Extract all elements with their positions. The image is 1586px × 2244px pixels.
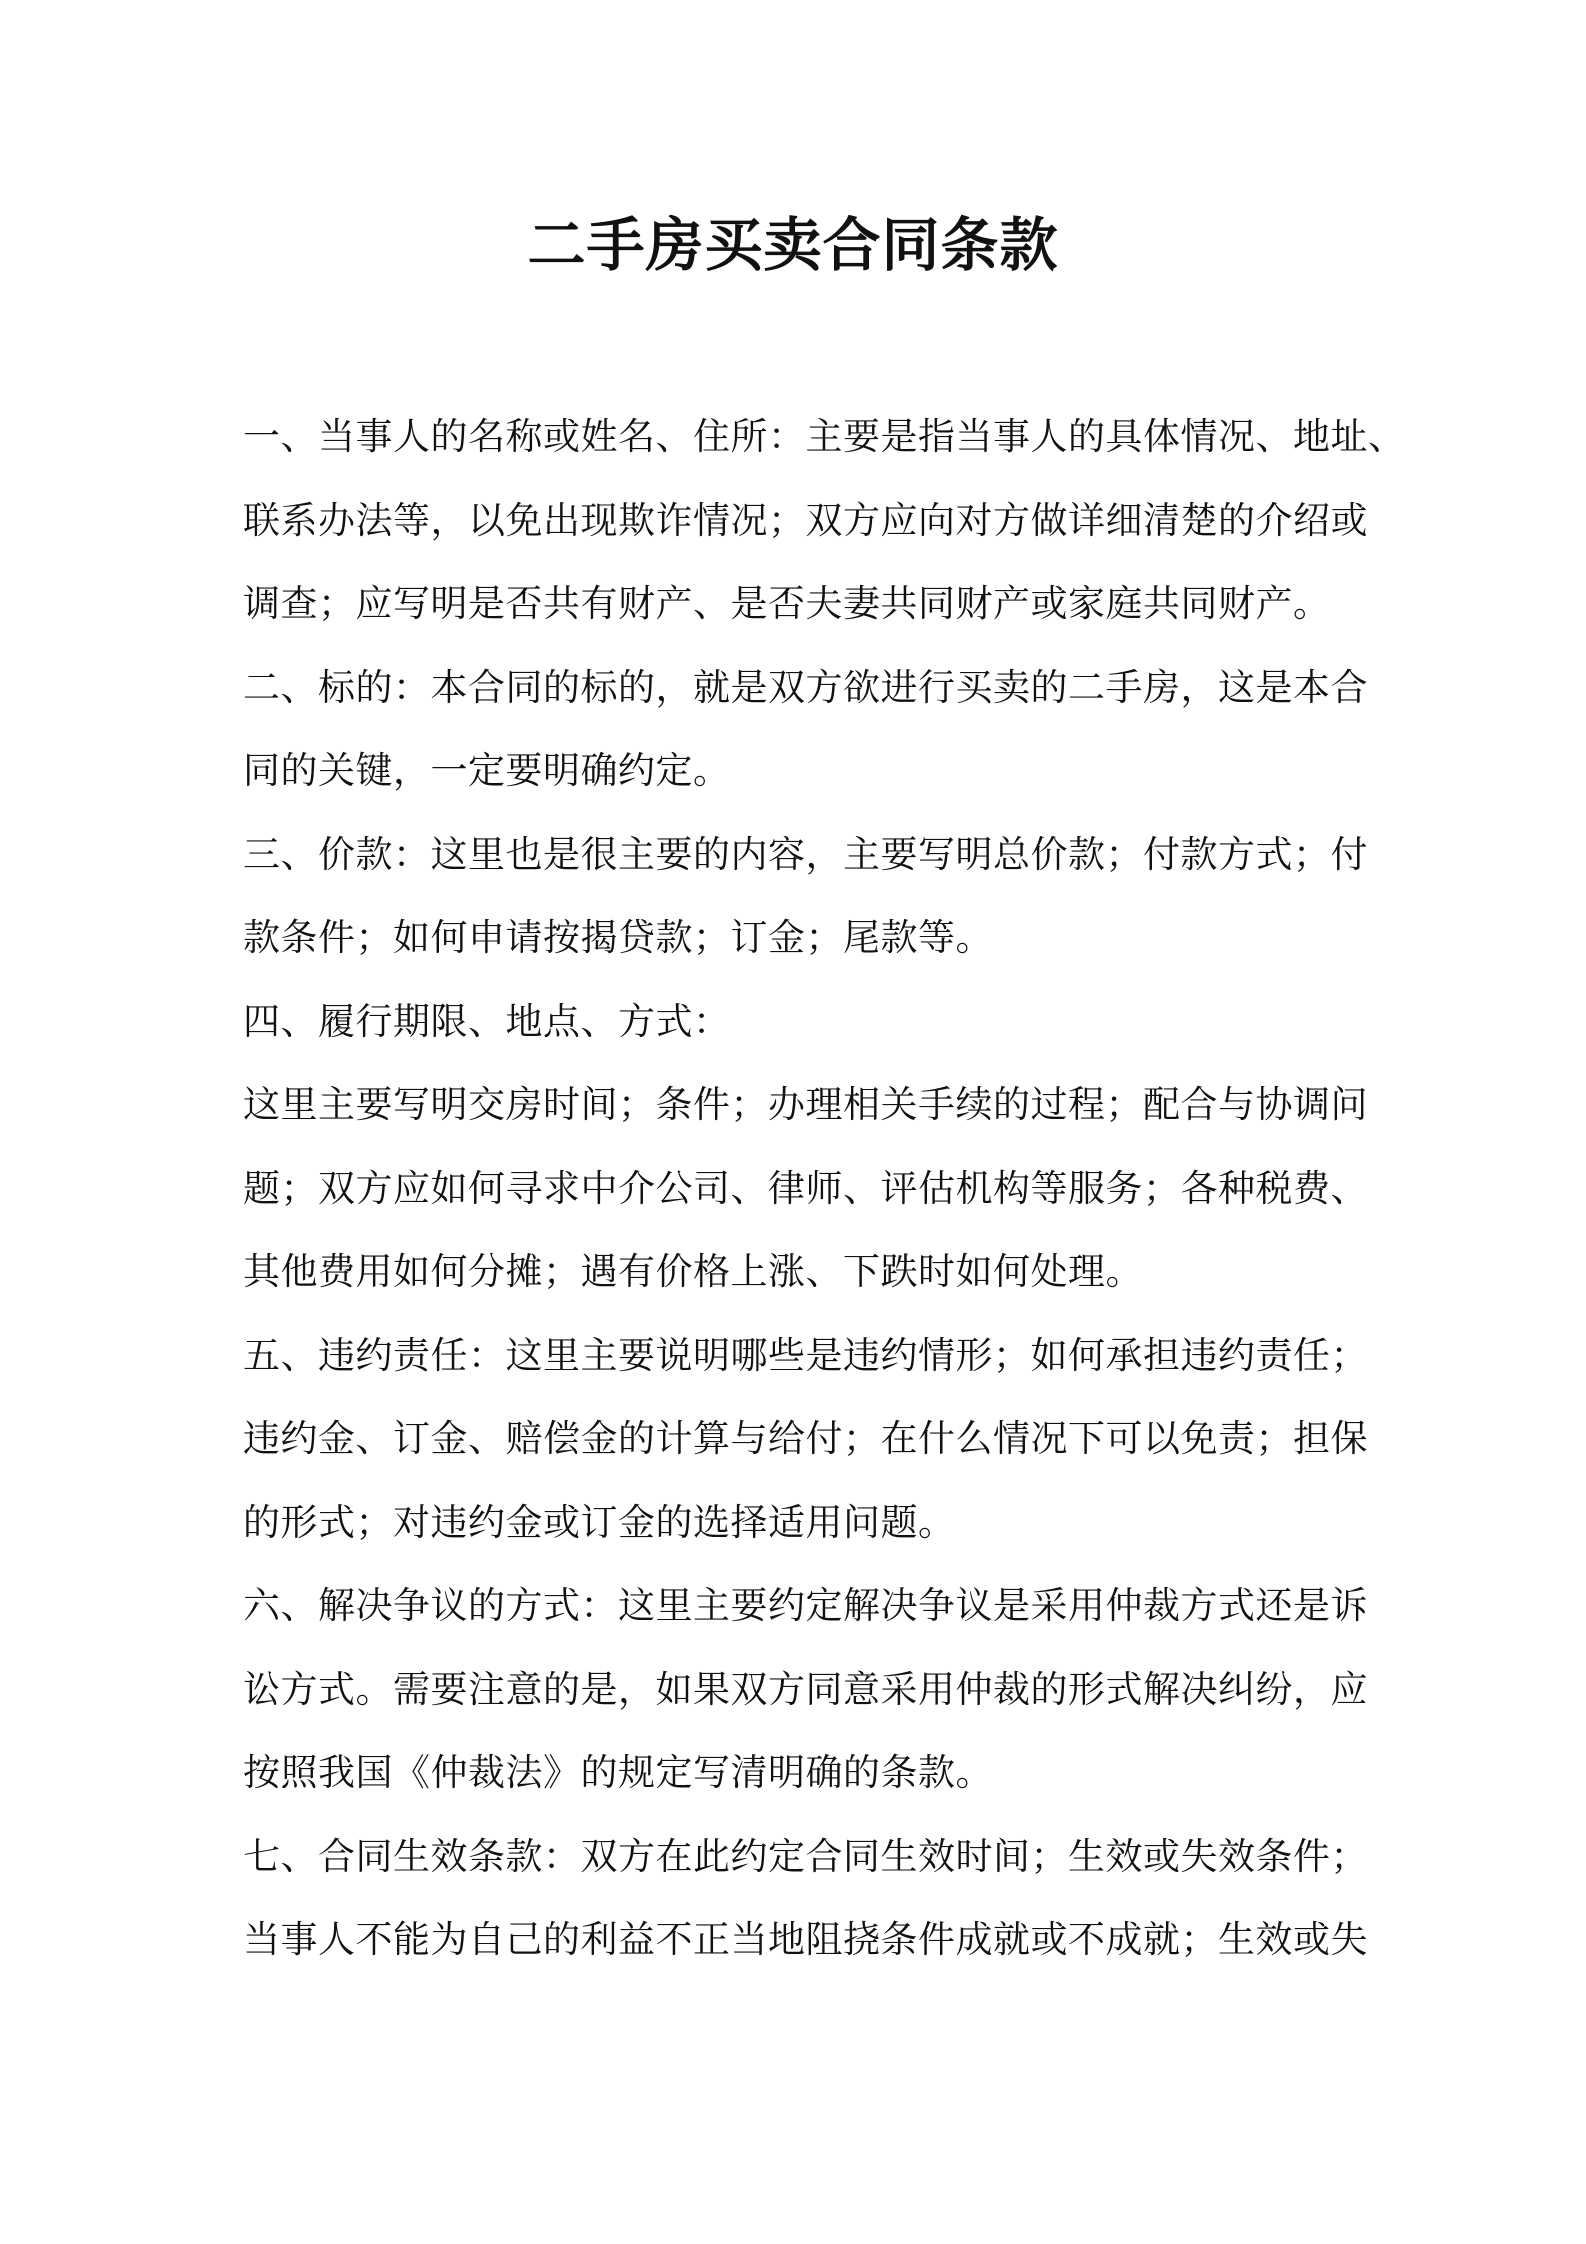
body-line: 按照我国《仲裁法》的规定写清明确的条款。 bbox=[243, 1751, 993, 1794]
body-line: 五、违约责任：这里主要说明哪些是违约情形；如何承担违约责任； bbox=[243, 1333, 1368, 1377]
body-line: 六、解决争议的方式：这里主要约定解决争议是采用仲裁方式还是诉 bbox=[243, 1584, 1368, 1627]
body-line: 二、标的：本合同的标的，就是双方欲进行买卖的二手房，这是本合 bbox=[243, 665, 1368, 709]
document-body bbox=[243, 395, 1406, 1982]
body-line: 款条件；如何申请按揭贷款；订金；尾款等。 bbox=[243, 916, 993, 959]
body-line: 其他费用如何分摊；遇有价格上涨、下跌时如何处理。 bbox=[243, 1250, 1143, 1293]
body-line: 当事人不能为自己的利益不正当地阻挠条件成就或不成就；生效或失 bbox=[243, 1918, 1368, 1961]
body-line: 三、价款：这里也是很主要的内容，主要写明总价款；付款方式；付 bbox=[243, 832, 1368, 876]
body-line: 同的关键，一定要明确约定。 bbox=[243, 749, 731, 792]
body-line: 违约金、订金、赔偿金的计算与给付；在什么情况下可以免责；担保 bbox=[243, 1417, 1368, 1460]
body-line: 讼方式。需要注意的是，如果双方同意采用仲裁的形式解决纠纷，应 bbox=[243, 1667, 1368, 1711]
body-line: 这里主要写明交房时间；条件；办理相关手续的过程；配合与协调问 bbox=[243, 1083, 1368, 1126]
body-line: 一、当事人的名称或姓名、住所：主要是指当事人的具体情况、地址、 bbox=[243, 415, 1406, 458]
body-line: 四、履行期限、地点、方式： bbox=[243, 999, 731, 1043]
document-title: 二手房买卖合同条款 bbox=[527, 211, 1059, 279]
body-line: 联系办法等，以免出现欺诈情况；双方应向对方做详细清楚的介绍或 bbox=[243, 498, 1368, 542]
body-line: 题；双方应如何寻求中介公司、律师、评估机构等服务；各种税费、 bbox=[243, 1166, 1368, 1210]
body-line: 七、合同生效条款：双方在此约定合同生效时间；生效或失效条件； bbox=[243, 1834, 1368, 1878]
body-line: 调查；应写明是否共有财产、是否夫妻共同财产或家庭共同财产。 bbox=[243, 582, 1331, 625]
body-line: 的形式；对违约金或订金的选择适用问题。 bbox=[243, 1500, 956, 1544]
